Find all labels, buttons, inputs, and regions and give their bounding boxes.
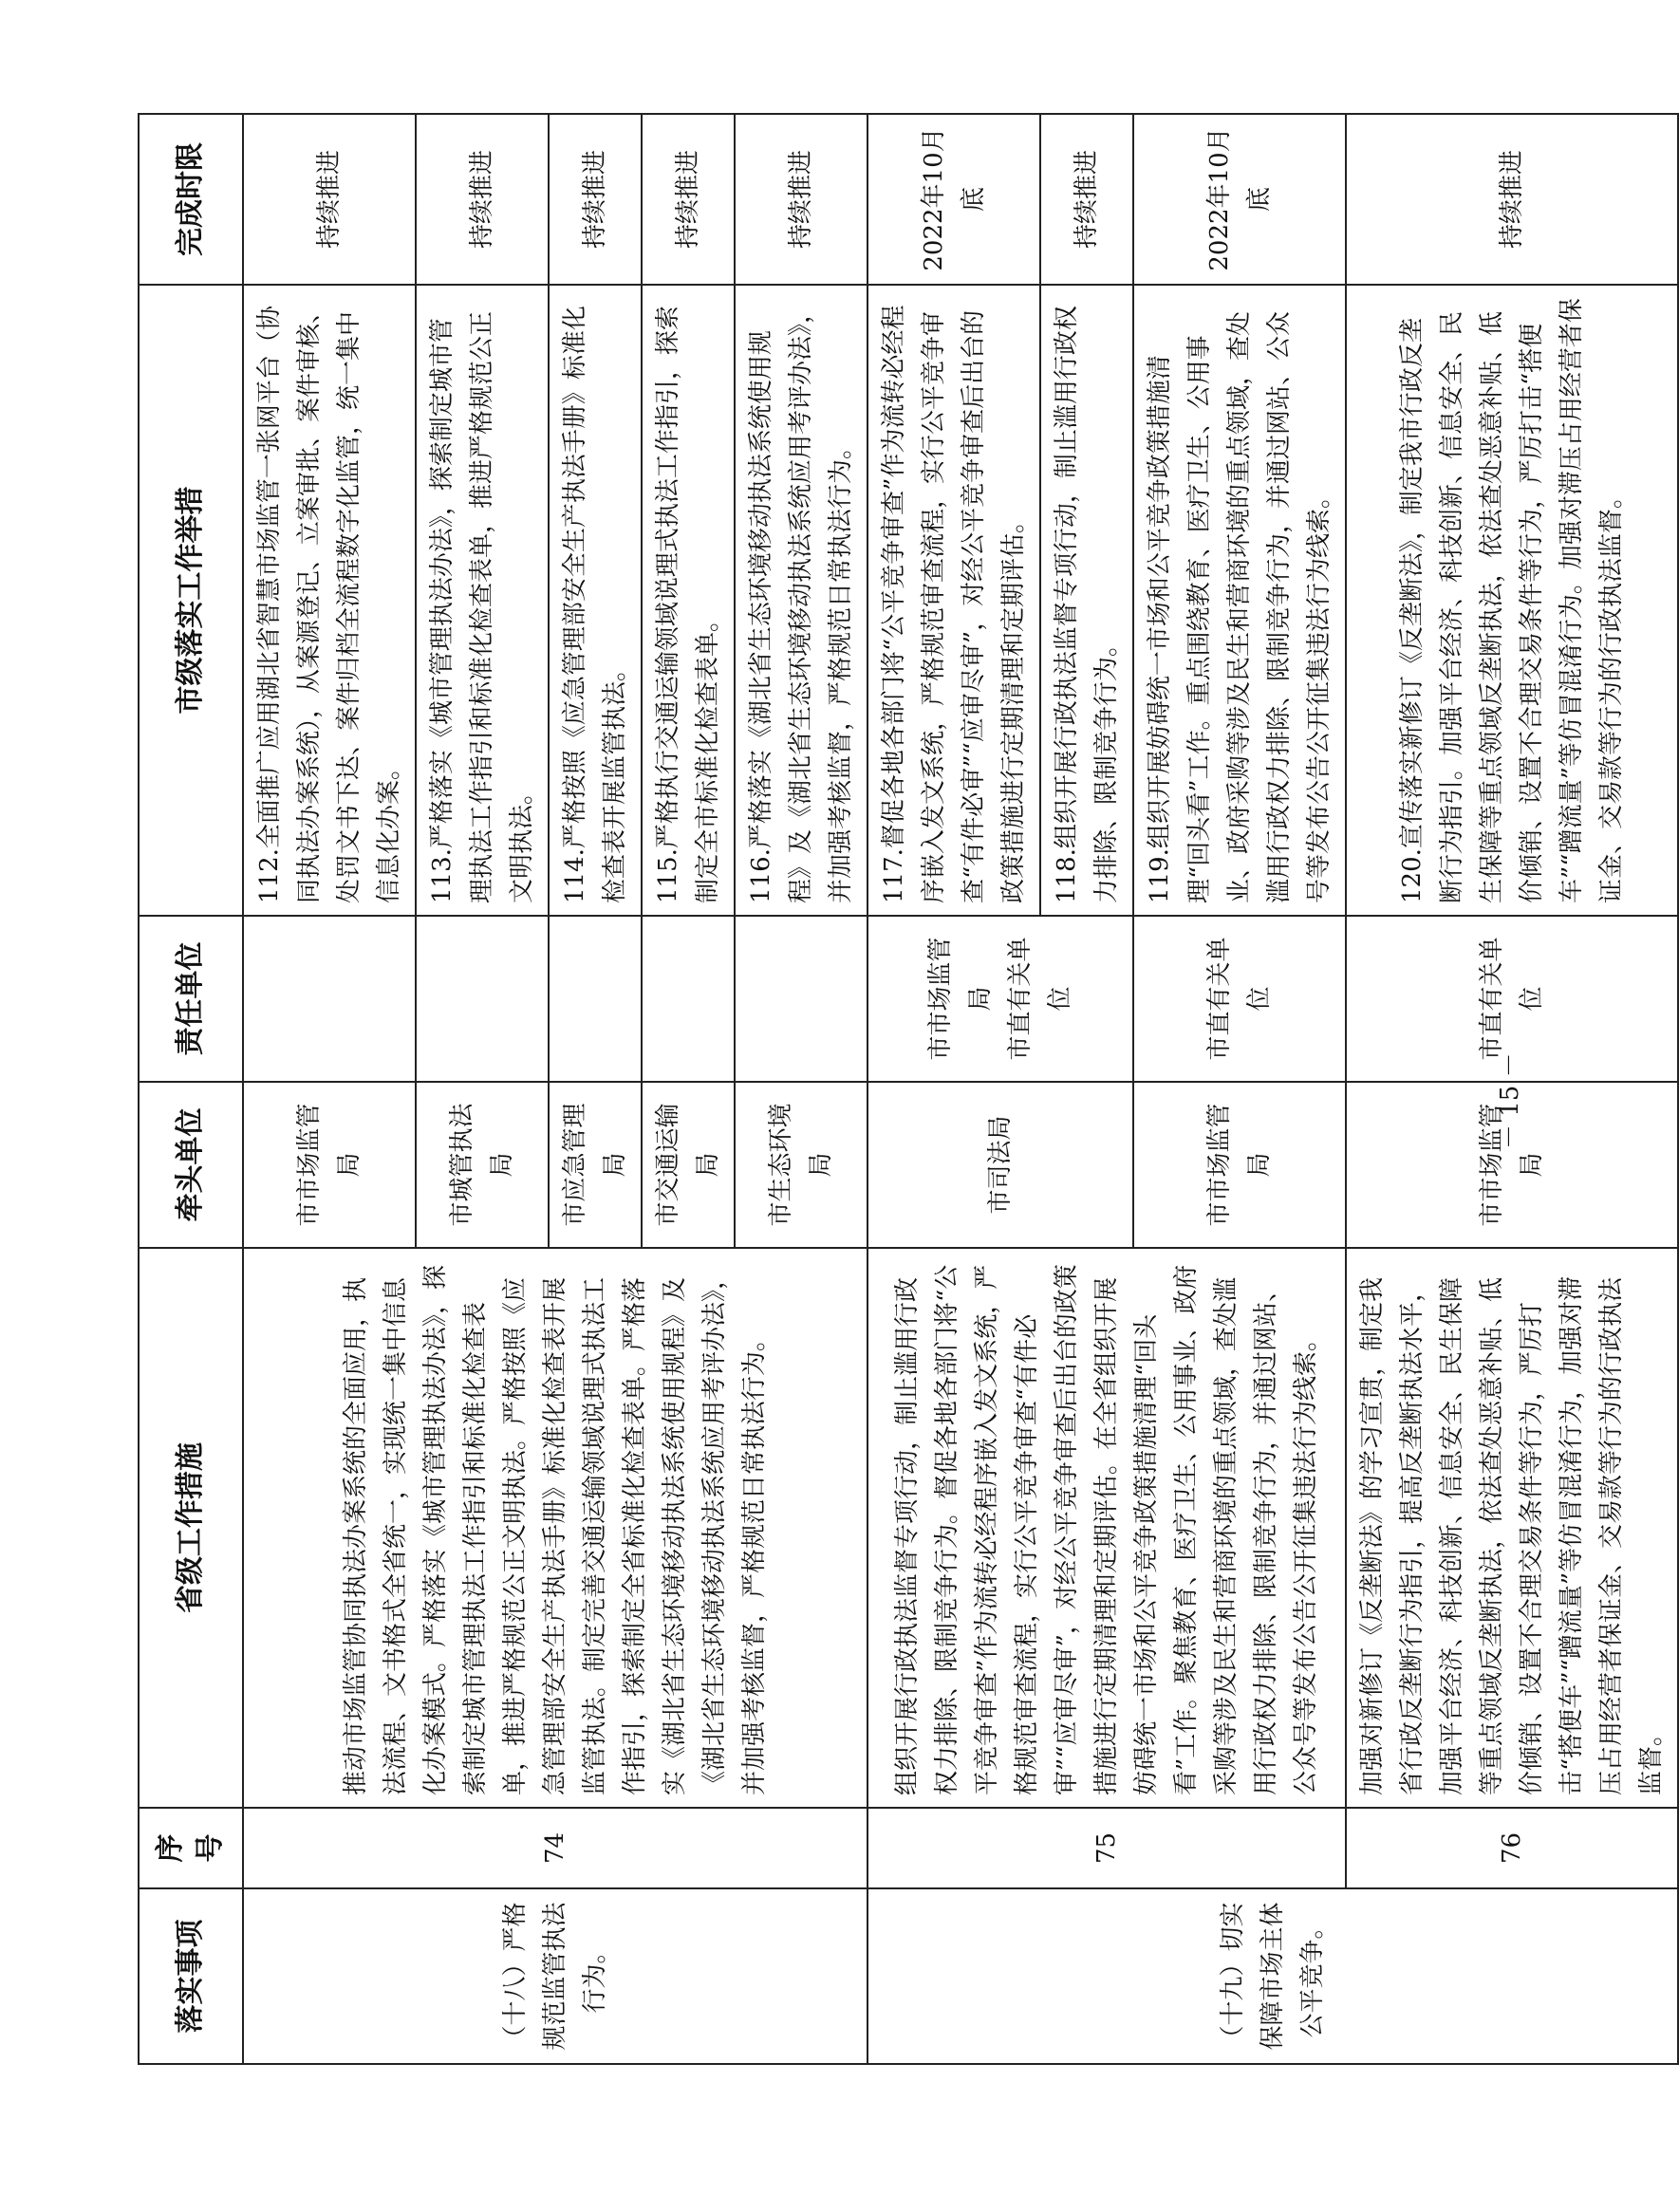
resp-cell <box>416 916 549 1082</box>
resp-cell <box>735 916 867 1082</box>
header-lead: 牵头单位 <box>139 1082 243 1248</box>
lead-cell: 市市场监管局 <box>1346 1082 1678 1248</box>
city-cell: 114.严格按照《应急管理部安全生产执法手册》标准化检查表开展监管执法。 <box>549 285 642 916</box>
deadline-cell: 2022年10月底 <box>867 114 1040 285</box>
city-cell: 115.严格执行交通运输领域说理式执法工作指引，探索制定全市标准化检查表单。 <box>642 285 735 916</box>
city-cell: 119.组织开展妨碍统一市场和公平竞争政策措施清理“回头看”工作。重点围绕教育、医疗卫生、公用事业、政府采购等涉及民生和营商环境的重点领域，查处滥用行政权力排除、限制竞争行为，并通过网站、公众号等发布公告公开征集违法行为线索。 <box>1133 285 1346 916</box>
deadline-cell: 持续推进 <box>416 114 549 285</box>
page-number: － 15 － <box>1496 1052 1524 1149</box>
item-cell: （十八）严格规范监管执法行为。 <box>243 1888 867 2064</box>
city-cell: 117.督促各地各部门将“公平竞争审查”作为流转必经程序嵌入发文系统，严格规范审查流程，实行公平竞争审查“有件必审”“应审尽审”，对经公平竞争审查后出台的政策措施进行定期清理和定期评估。 <box>867 285 1040 916</box>
deadline-cell: 持续推进 <box>735 114 867 285</box>
header-provincial: 省级工作措施 <box>139 1248 243 1808</box>
header-row <box>139 114 243 2064</box>
lead-cell: 市市场监管局 <box>1133 1082 1346 1248</box>
resp-cell: 市直有关单位 <box>1133 916 1346 1082</box>
deadline-cell: 持续推进 <box>243 114 416 285</box>
resp-cell <box>642 916 735 1082</box>
header-city: 市级落实工作举措 <box>139 285 243 916</box>
city-cell: 118.组织开展行政执法监督专项行动，制止滥用行政权力排除、限制竞争行为。 <box>1040 285 1133 916</box>
header-deadline: 完成时限 <box>139 114 243 285</box>
resp-cell <box>549 916 642 1082</box>
table-row <box>243 114 416 2064</box>
city-cell: 116.严格落实《湖北省生态环境移动执法系统使用规程》及《湖北省生态环境移动执法系统应用考评办法》，并加强考核监督，严格规范日常执法行为。 <box>735 285 867 916</box>
lead-cell: 市应急管理局 <box>549 1082 642 1248</box>
deadline-cell: 持续推进 <box>549 114 642 285</box>
resp-cell: 市直有关单位 <box>1346 916 1678 1082</box>
lead-cell: 市交通运输局 <box>642 1082 735 1248</box>
header-item: 落实事项 <box>139 1888 243 2064</box>
lead-cell: 市城管执法局 <box>416 1082 549 1248</box>
city-cell: 120.宣传落实新修订《反垄断法》，制定我市行政反垄断行为指引。加强平台经济、科技创新、信息安全、民生保障等重点领域反垄断执法，依法查处恶意补贴、低价倾销、设置不合理交易条件等行为，严厉打击“搭便车”“蹭流量”等仿冒混淆行为。加强对滞压占用经营者保证金、交易款等行为的行政执法监督。 <box>1346 285 1678 916</box>
provincial-cell: 推动市场监管协同执法办案系统的全面应用，执法流程、文书格式全省统一，实现统一集中信息化办案模式。严格落实《城市管理执法办法》，探索制定城市管理执法工作指引和标准化检查表单，推进严格规范公正文明执法。严格按照《应急管理部安全生产执法手册》标准化检查表开展监管执法。制定完善交通运输领域说理式执法工作指引，探索制定全省标准化检查表单。严格落实《湖北省生态环境移动执法系统使用规程》及《湖北省生态环境移动执法系统应用考评办法》，并加强考核监督，严格规范日常执法行为。 <box>243 1248 867 1808</box>
measures-table <box>138 113 1679 2065</box>
provincial-cell: 加强对新修订《反垄断法》的学习宣贯，制定我省行政反垄断行为指引，提高反垄断执法水平，加强平台经济、科技创新、信息安全、民生保障等重点领域反垄断执法，依法查处恶意补贴、低价倾销、设置不合理交易条件等行为，严厉打击“搭便车”“蹭流量”等仿冒混淆行为，加强对滞压占用经营者保证金、交易款等行为的行政执法监督。 <box>1346 1248 1678 1808</box>
lead-cell: 市市场监管局 <box>243 1082 416 1248</box>
resp-cell: 市市场监管局 市直有关单位 <box>867 916 1133 1082</box>
table-row <box>867 114 1040 2064</box>
deadline-cell: 持续推进 <box>1346 114 1678 285</box>
no-cell: 76 <box>1346 1808 1678 1888</box>
provincial-cell: 组织开展行政执法监督专项行动，制止滥用行政权力排除、限制竞争行为。督促各地各部门将“公平竞争审查”作为流转必经程序嵌入发文系统，严格规范审查流程，实行公平竞争审查“有件必审”“应审尽审”，对经公平竞争审查后出台的政策措施进行定期清理和定期评估。在全省组织开展妨碍统一市场和公平竞争政策措施清理“回头看”工作。聚焦教育、医疗卫生、公用事业、政府采购等涉及民生和营商环境的重点领域，查处滥用行政权力排除、限制竞争行为，并通过网站、公众号等发布公告公开征集违法行为线索。 <box>867 1248 1346 1808</box>
city-cell: 112.全面推广应用湖北省智慧市场监管一张网平台（协同执法办案系统），从案源登记、立案审批、案件审核、处罚文书下达、案件归档全流程数字化监管，统一集中信息化办案。 <box>243 285 416 916</box>
lead-cell: 市司法局 <box>867 1082 1133 1248</box>
lead-cell: 市生态环境局 <box>735 1082 867 1248</box>
header-no: 序号 <box>139 1808 243 1888</box>
city-cell: 113.严格落实《城市管理执法办法》，探索制定城市管理执法工作指引和标准化检查表单，推进严格规范公正文明执法。 <box>416 285 549 916</box>
no-cell: 75 <box>867 1808 1346 1888</box>
resp-cell <box>243 916 416 1082</box>
header-resp: 责任单位 <box>139 916 243 1082</box>
item-cell: （十九）切实保障市场主体公平竞争。 <box>867 1888 1678 2064</box>
no-cell: 74 <box>243 1808 867 1888</box>
deadline-cell: 2022年10月底 <box>1133 114 1346 285</box>
deadline-cell: 持续推进 <box>642 114 735 285</box>
deadline-cell: 持续推进 <box>1040 114 1133 285</box>
